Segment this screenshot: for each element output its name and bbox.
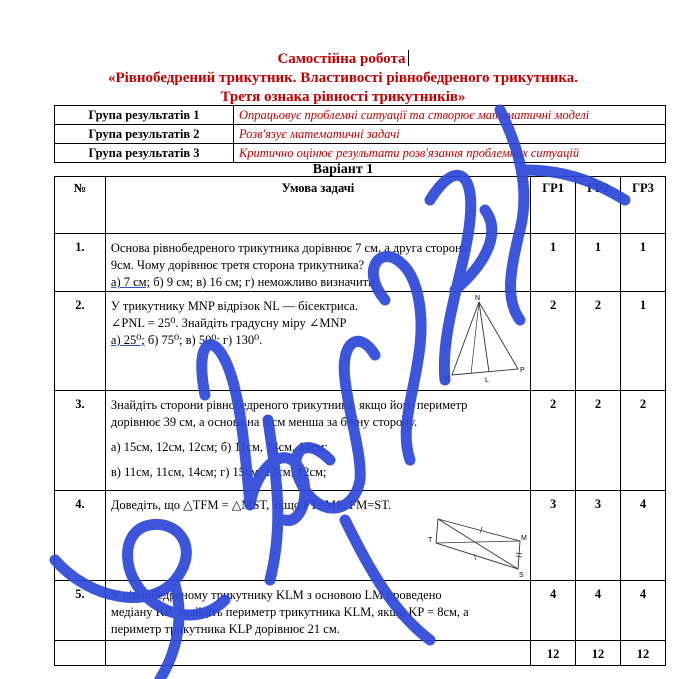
page-subtitle-line1: «Рівнобедрений трикутник. Властивості рівнобедреного трикутника.	[107, 70, 579, 86]
task-row	[55, 581, 666, 641]
score-gr3: 1	[621, 234, 666, 292]
task-text: дорівнює 39 см, а основа на 3 см менша за бічну сторону.	[110, 415, 418, 429]
task-condition	[105, 391, 530, 491]
vertex-label-t: T	[427, 537, 433, 544]
totals-empty-cell	[105, 641, 530, 666]
task-text: У трикутнику MNP відрізок NL — бісектриса.	[110, 299, 359, 313]
task-number: 1.	[55, 234, 106, 292]
task-condition	[105, 491, 530, 581]
header-gr2: ГР2	[576, 177, 621, 234]
total-gr2: 12	[576, 641, 621, 666]
variant-title: Варіант 1	[312, 162, 374, 177]
result-group-description: Розв'язує математичні задачі	[234, 125, 666, 144]
result-groups-table	[54, 105, 666, 163]
task-number: 4.	[55, 491, 106, 581]
page-subtitle-line2: Третя ознака рівності трикутників»	[220, 89, 466, 105]
answer-option: б) 9 см;	[153, 275, 194, 289]
vertex-label-p: P	[519, 367, 525, 374]
result-group-label: Група результатів 1	[55, 106, 234, 125]
task-answers	[111, 274, 526, 291]
header-num: №	[55, 177, 106, 234]
vertex-label-n: N	[474, 295, 480, 302]
task-options: а) 15см, 12см, 12см; б) 11см, 14см, 14см;	[110, 440, 328, 454]
task-condition	[105, 234, 530, 292]
quadrilateral-tfms-figure	[424, 509, 528, 579]
triangle-mnp-figure	[442, 292, 528, 388]
answer-option: а) 25⁰;	[110, 333, 145, 347]
task-text: Доведіть, що △TFM = △MST, якщо FT=MS, FM=ST.	[110, 498, 392, 512]
task-text: медіану KP. Знайдіть периметр трикутника KLM, якщо KP = 8см, а	[110, 605, 469, 619]
task-text: ∠PNL = 25⁰. Знайдіть градусну міру ∠MNP	[110, 316, 347, 330]
header-condition: Умова задачі	[105, 177, 530, 234]
result-group-row	[55, 125, 666, 144]
result-group-label: Група результатів 2	[55, 125, 234, 144]
task-text: У рівнобедреному трикутнику KLM з основою LM проведено	[110, 588, 442, 602]
answer-option: а) 7 см;	[110, 275, 151, 289]
table-header-row	[55, 177, 666, 234]
totals-row	[55, 641, 666, 666]
result-group-description: Опрацьовує проблемні ситуації та створює математичні моделі	[234, 106, 666, 125]
answer-option: в) 50⁰; г) 130⁰.	[185, 333, 263, 347]
totals-empty-cell	[55, 641, 106, 666]
page-title: Самостійна робота	[0, 50, 686, 69]
task-condition	[105, 581, 530, 641]
score-gr1: 1	[531, 234, 576, 292]
vertex-label-l: L	[484, 377, 489, 384]
task-text: 9см. Чому дорівнює третя сторона трикутника?	[110, 258, 365, 272]
task-text: периметр трикутника KLP дорівнює 21 см.	[110, 622, 340, 636]
result-group-label: Група результатів 3	[55, 144, 234, 163]
header-gr1: ГР1	[531, 177, 576, 234]
score-gr2: 2	[576, 391, 621, 491]
score-gr3: 2	[621, 391, 666, 491]
score-gr3: 4	[621, 581, 666, 641]
task-row	[55, 391, 666, 491]
header-gr3: ГР3	[621, 177, 666, 234]
result-group-row	[55, 144, 666, 163]
text-cursor	[408, 50, 409, 66]
result-group-description: Критично оцінює результати розв'язання проблемних ситуацій	[234, 144, 666, 163]
score-gr2: 2	[576, 292, 621, 391]
task-row	[55, 292, 666, 391]
vertex-label-m: M	[520, 535, 527, 542]
score-gr2: 1	[576, 234, 621, 292]
total-gr1: 12	[531, 641, 576, 666]
task-options: в) 11см, 11см, 14см; г) 15см, 12см, 12см;	[110, 465, 327, 479]
total-gr3: 12	[621, 641, 666, 666]
score-gr1: 2	[531, 391, 576, 491]
answer-option: в) 16 см; г) неможливо визначити.	[196, 275, 378, 289]
task-number: 3.	[55, 391, 106, 491]
answer-option: б) 75⁰;	[147, 333, 183, 347]
task-number: 2.	[55, 292, 106, 391]
task-text: Знайдіть сторони рівнобедреного трикутника, якщо його периметр	[110, 398, 468, 412]
task-row	[55, 234, 666, 292]
task-condition	[105, 292, 530, 391]
score-gr1: 2	[531, 292, 576, 391]
score-gr3: 4	[621, 491, 666, 581]
vertex-label-s: S	[518, 572, 524, 579]
task-row	[55, 491, 666, 581]
score-gr2: 3	[576, 491, 621, 581]
task-text: Основа рівнобедреного трикутника дорівнює 7 см, а друга сторона	[110, 241, 468, 255]
result-group-row	[55, 106, 666, 125]
score-gr2: 4	[576, 581, 621, 641]
tasks-table	[54, 176, 666, 666]
score-gr3: 1	[621, 292, 666, 391]
vertex-label-m: M	[443, 375, 450, 382]
score-gr1: 3	[531, 491, 576, 581]
task-number: 5.	[55, 581, 106, 641]
score-gr1: 4	[531, 581, 576, 641]
